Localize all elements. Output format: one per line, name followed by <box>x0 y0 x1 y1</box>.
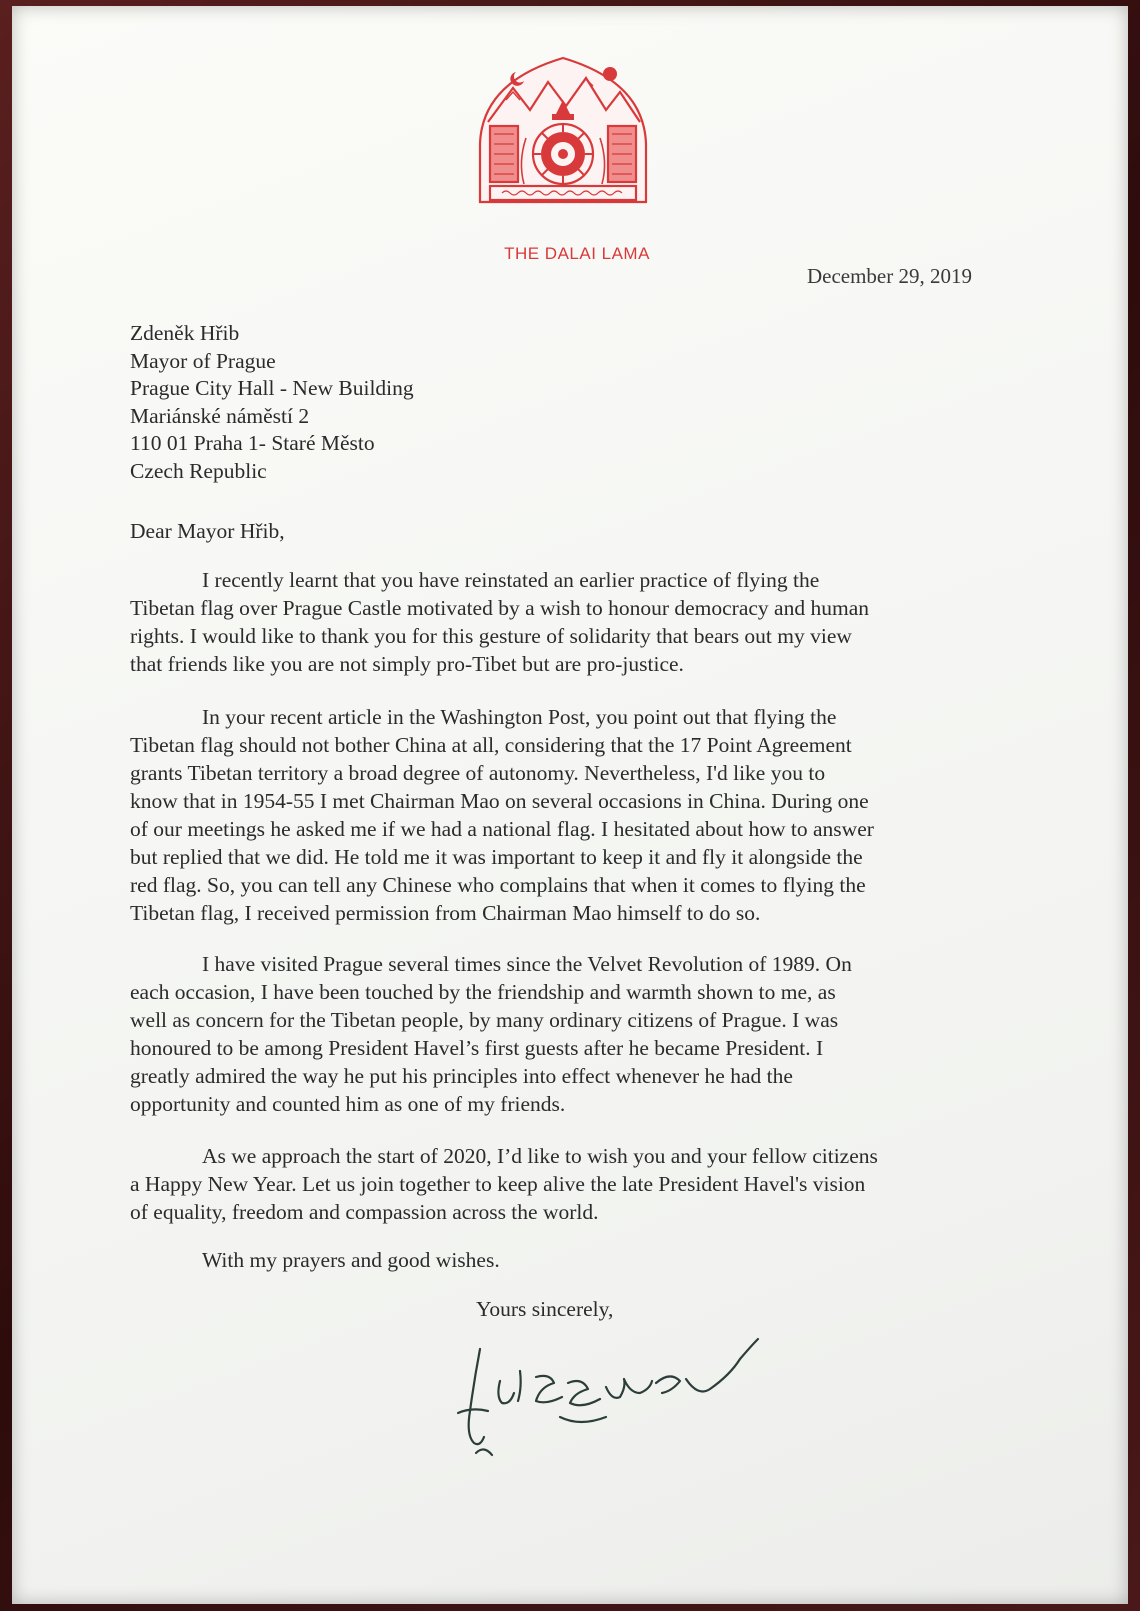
text-line: Tibetan flag should not bother China at all, considering that the 17 Point Agreement <box>130 733 852 757</box>
paragraph-4 <box>130 1142 990 1226</box>
text-line: I recently learnt that you have reinstated an earlier practice of flying the <box>202 568 820 592</box>
letter <box>12 6 1128 1604</box>
text-line: greatly admired the way he put his principles into effect whenever he had the <box>130 1064 793 1088</box>
text-line: that friends like you are not simply pro-Tibet but are pro-justice. <box>130 652 684 676</box>
paragraph-2 <box>130 703 990 927</box>
paragraph-3 <box>130 950 990 1118</box>
paragraph-1 <box>130 566 990 678</box>
letter-date: December 29, 2019 <box>806 264 972 288</box>
address-line: Zdeněk Hřib <box>130 321 240 345</box>
address-line: Czech Republic <box>130 458 267 483</box>
letterhead-title: THE DALAI LAMA <box>504 244 650 263</box>
text-line: As we approach the start of 2020, I’d like to wish you and your fellow citizens <box>202 1144 878 1168</box>
text-line: grants Tibetan territory a broad degree of autonomy. Nevertheless, I'd like you to <box>130 761 826 785</box>
text-line: Tibetan flag, I received permission from Chairman Mao himself to do so. <box>130 901 761 925</box>
signature-icon <box>440 1331 780 1461</box>
address-line: 110 01 Praha 1- Staré Město <box>130 431 375 455</box>
text-line: rights. I would like to thank you for this gesture of solidarity that bears out my view <box>130 624 852 648</box>
letter-sheet <box>12 6 1128 1604</box>
text-line: of equality, freedom and compassion across the world. <box>130 1200 599 1224</box>
text-line: Tibetan flag over Prague Castle motivated by a wish to honour democracy and human <box>130 596 869 620</box>
address-line: Mariánské náměstí 2 <box>130 403 310 428</box>
text-line: of our meetings he asked me if we had a national flag. I hesitated about how to answer <box>130 817 874 841</box>
text-line: know that in 1954-55 I met Chairman Mao on several occasions in China. During one <box>130 789 869 813</box>
recipient-address <box>130 320 414 485</box>
text-line: well as concern for the Tibetan people, by many ordinary citizens of Prague. I was <box>130 1008 839 1032</box>
signoff: Yours sincerely, <box>476 1297 614 1321</box>
address-line: Prague City Hall - New Building <box>130 376 414 400</box>
text-line: but replied that we did. He told me it was important to keep it and fly it alongside the <box>130 845 863 869</box>
text-line: each occasion, I have been touched by the friendship and warmth shown to me, as <box>130 980 836 1004</box>
address-line: Mayor of Prague <box>130 348 276 373</box>
text-line: In your recent article in the Washington Post, you point out that flying the <box>202 705 837 729</box>
text-line: red flag. So, you can tell any Chinese who complains that when it comes to flying the <box>130 873 866 897</box>
text-line: a Happy New Year. Let us join together to keep alive the late President Havel's vision <box>130 1172 866 1196</box>
closing-line: With my prayers and good wishes. <box>202 1248 500 1272</box>
text-line: I have visited Prague several times since the Velvet Revolution of 1989. On <box>202 952 852 976</box>
text-line: honoured to be among President Havel’s first guests after he became President. I <box>130 1036 824 1060</box>
text-line: opportunity and counted him as one of my friends. <box>130 1092 566 1116</box>
seal-emblem-icon <box>468 52 658 210</box>
salutation: Dear Mayor Hřib, <box>130 519 285 543</box>
